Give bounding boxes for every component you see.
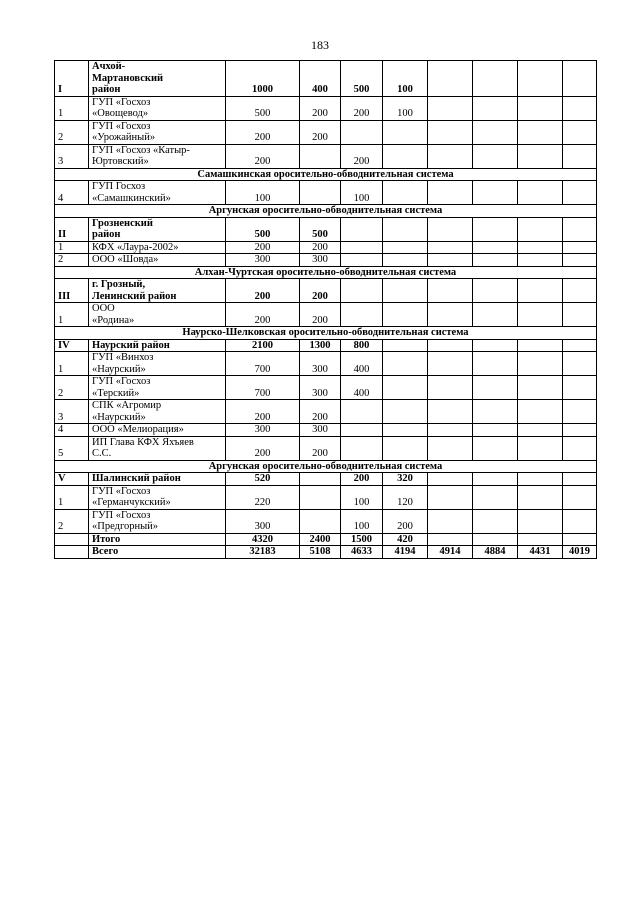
value-cell: [473, 485, 518, 509]
row-name: [89, 424, 226, 437]
value-cell: [428, 254, 473, 267]
row-number: I: [55, 61, 89, 97]
value-cell: [341, 254, 383, 267]
row-number: 1: [55, 96, 89, 120]
value-cell: [518, 473, 563, 486]
row-name-line: «Наурский»: [92, 363, 146, 375]
value-cell: 4633: [341, 546, 383, 559]
row-number: 2: [55, 254, 89, 267]
table-row: [55, 509, 597, 533]
value-cell: 200: [226, 241, 300, 254]
value-cell: 200: [226, 120, 300, 144]
value-cell: [473, 181, 518, 205]
value-cell: 200: [341, 96, 383, 120]
row-name-line: «Овощевод»: [92, 108, 149, 119]
district-row: [55, 339, 597, 352]
value-cell: [473, 376, 518, 400]
value-cell: [428, 473, 473, 486]
value-cell: [518, 120, 563, 144]
value-cell: 2400: [300, 533, 341, 546]
value-cell: [428, 485, 473, 509]
value-cell: [300, 509, 341, 533]
value-cell: [341, 424, 383, 437]
value-cell: [341, 400, 383, 424]
value-cell: 100: [383, 61, 428, 97]
total-row: [55, 546, 597, 559]
value-cell: [341, 303, 383, 327]
section-header-row: [55, 168, 597, 181]
row-name-line: Юртовский»: [92, 156, 149, 167]
value-cell: [473, 96, 518, 120]
value-cell: 400: [300, 61, 341, 97]
table-row: [55, 424, 597, 437]
value-cell: [341, 241, 383, 254]
row-number: 4: [55, 181, 89, 205]
row-name: [89, 61, 226, 97]
table-row: [55, 352, 597, 376]
value-cell: 100: [226, 181, 300, 205]
row-name: [89, 533, 226, 546]
row-number: 1: [55, 352, 89, 376]
row-name-line: ИП Глава КФХ Яхъяев: [92, 436, 194, 448]
table-row: [55, 436, 597, 460]
value-cell: 1000: [226, 61, 300, 97]
value-cell: [383, 339, 428, 352]
row-name-line: ГУП «Госхоз: [92, 96, 151, 108]
value-cell: [518, 217, 563, 241]
value-cell: 300: [300, 376, 341, 400]
row-name: [89, 376, 226, 400]
value-cell: [563, 254, 597, 267]
value-cell: [563, 144, 597, 168]
row-number: 2: [55, 376, 89, 400]
value-cell: [473, 339, 518, 352]
value-cell: [563, 241, 597, 254]
value-cell: [473, 424, 518, 437]
value-cell: 400: [341, 376, 383, 400]
value-cell: [473, 303, 518, 327]
value-cell: 200: [300, 400, 341, 424]
table-row: [55, 485, 597, 509]
value-cell: [428, 509, 473, 533]
value-cell: [383, 120, 428, 144]
value-cell: [428, 61, 473, 97]
value-cell: [383, 217, 428, 241]
value-cell: 500: [300, 217, 341, 241]
value-cell: [473, 279, 518, 303]
value-cell: [563, 303, 597, 327]
district-row: [55, 61, 597, 97]
value-cell: 300: [300, 352, 341, 376]
value-cell: [428, 339, 473, 352]
row-name-line: Мартановский: [92, 72, 164, 84]
value-cell: [428, 96, 473, 120]
row-name: [89, 144, 226, 168]
value-cell: [383, 254, 428, 267]
value-cell: [383, 424, 428, 437]
value-cell: 200: [300, 436, 341, 460]
section-header-row: [55, 205, 597, 218]
row-name-line: ГУП Госхоз: [92, 181, 146, 192]
value-cell: 700: [226, 352, 300, 376]
value-cell: [383, 436, 428, 460]
value-cell: [428, 533, 473, 546]
value-cell: [300, 144, 341, 168]
value-cell: [428, 120, 473, 144]
value-cell: [518, 424, 563, 437]
row-number: 3: [55, 400, 89, 424]
row-name: [89, 400, 226, 424]
row-name-line: ГУП «Госхоз: [92, 485, 151, 497]
value-cell: [383, 241, 428, 254]
row-name-line: «Самашкинский»: [92, 192, 171, 204]
value-cell: [473, 473, 518, 486]
value-cell: [518, 303, 563, 327]
value-cell: [428, 352, 473, 376]
value-cell: [518, 254, 563, 267]
table-row: [55, 400, 597, 424]
value-cell: [383, 303, 428, 327]
value-cell: [563, 485, 597, 509]
value-cell: 200: [300, 279, 341, 303]
section-title: Алхан-Чуртская оросительно-обводнительная система: [55, 266, 597, 279]
row-number: 1: [55, 241, 89, 254]
value-cell: 700: [226, 376, 300, 400]
table-row: [55, 96, 597, 120]
row-name-line: Ленинский район: [92, 290, 177, 302]
row-number: 2: [55, 509, 89, 533]
section-title: Самашкинская оросительно-обводнительная система: [55, 168, 597, 181]
row-name: [89, 217, 226, 241]
value-cell: 200: [383, 509, 428, 533]
value-cell: [473, 120, 518, 144]
value-cell: [518, 144, 563, 168]
row-name-line: ГУП «Госхоз «Катыр-: [92, 144, 190, 156]
row-name: [89, 303, 226, 327]
value-cell: 100: [341, 181, 383, 205]
value-cell: [563, 400, 597, 424]
value-cell: 220: [226, 485, 300, 509]
row-name: [89, 485, 226, 509]
row-name-line: район: [92, 229, 121, 240]
section-title: Аргунская оросительно-обводнительная система: [55, 460, 597, 473]
value-cell: [563, 181, 597, 205]
value-cell: 4320: [226, 533, 300, 546]
value-cell: [300, 485, 341, 509]
row-number: V: [55, 473, 89, 486]
value-cell: 500: [226, 96, 300, 120]
value-cell: [518, 96, 563, 120]
value-cell: 4431: [518, 546, 563, 559]
value-cell: [428, 241, 473, 254]
value-cell: 4194: [383, 546, 428, 559]
row-name-line: СПК «Агромир: [92, 400, 162, 411]
value-cell: 500: [341, 61, 383, 97]
value-cell: [341, 217, 383, 241]
value-cell: [428, 217, 473, 241]
row-name-line: Шалинский район: [92, 473, 181, 484]
value-cell: 400: [341, 352, 383, 376]
value-cell: 300: [300, 254, 341, 267]
district-row: [55, 473, 597, 486]
value-cell: 200: [226, 436, 300, 460]
value-cell: [383, 181, 428, 205]
total-row: [55, 533, 597, 546]
row-number: 5: [55, 436, 89, 460]
row-name-line: КФХ «Лаура-2002»: [92, 241, 179, 253]
row-name-line: ООО «Шовда»: [92, 254, 159, 265]
value-cell: [518, 279, 563, 303]
row-name: [89, 546, 226, 559]
value-cell: [518, 509, 563, 533]
table-body: [55, 61, 597, 559]
row-name-line: «Урожайный»: [92, 132, 156, 143]
value-cell: 100: [341, 509, 383, 533]
value-cell: [563, 533, 597, 546]
value-cell: [473, 509, 518, 533]
row-number: III: [55, 279, 89, 303]
value-cell: 200: [300, 120, 341, 144]
value-cell: [473, 61, 518, 97]
value-cell: [563, 96, 597, 120]
district-row: [55, 279, 597, 303]
row-number: 4: [55, 424, 89, 437]
row-number: II: [55, 217, 89, 241]
page-number: 183: [311, 38, 329, 52]
section-title: Аргунская оросительно-обводнительная система: [55, 205, 597, 218]
value-cell: 520: [226, 473, 300, 486]
value-cell: 200: [300, 96, 341, 120]
table-row: [55, 144, 597, 168]
row-name: [89, 509, 226, 533]
row-number: [55, 546, 89, 559]
table-row: [55, 181, 597, 205]
value-cell: [473, 144, 518, 168]
value-cell: [428, 436, 473, 460]
district-row: [55, 217, 597, 241]
row-name: [89, 473, 226, 486]
value-cell: 800: [341, 339, 383, 352]
row-name: [89, 339, 226, 352]
value-cell: [300, 473, 341, 486]
value-cell: 200: [341, 473, 383, 486]
value-cell: [428, 376, 473, 400]
row-name-line: ГУП «Госхоз: [92, 120, 151, 132]
section-header-row: [55, 266, 597, 279]
table-row: [55, 376, 597, 400]
value-cell: [563, 473, 597, 486]
value-cell: [341, 120, 383, 144]
table-row: [55, 120, 597, 144]
row-name: [89, 352, 226, 376]
row-number: IV: [55, 339, 89, 352]
value-cell: 300: [226, 424, 300, 437]
table-row: [55, 254, 597, 267]
value-cell: [473, 254, 518, 267]
value-cell: [473, 533, 518, 546]
value-cell: [518, 485, 563, 509]
row-name-line: ООО: [92, 303, 115, 314]
value-cell: [473, 436, 518, 460]
value-cell: [428, 279, 473, 303]
value-cell: [563, 436, 597, 460]
value-cell: 200: [226, 400, 300, 424]
value-cell: [428, 144, 473, 168]
value-cell: [563, 424, 597, 437]
row-number: 2: [55, 120, 89, 144]
value-cell: [563, 61, 597, 97]
row-name-line: Грозненский: [92, 217, 153, 229]
row-name: [89, 254, 226, 267]
value-cell: [383, 376, 428, 400]
value-cell: [563, 376, 597, 400]
value-cell: [383, 352, 428, 376]
value-cell: [341, 436, 383, 460]
value-cell: 200: [226, 303, 300, 327]
value-cell: 2100: [226, 339, 300, 352]
value-cell: [563, 279, 597, 303]
value-cell: [428, 181, 473, 205]
value-cell: [518, 241, 563, 254]
value-cell: [428, 400, 473, 424]
value-cell: [518, 376, 563, 400]
row-name-line: «Предгорный»: [92, 521, 159, 532]
value-cell: 300: [226, 509, 300, 533]
value-cell: [383, 400, 428, 424]
row-name: [89, 120, 226, 144]
value-cell: [428, 424, 473, 437]
value-cell: [563, 339, 597, 352]
row-name-line: «Терский»: [92, 387, 140, 399]
value-cell: [473, 400, 518, 424]
value-cell: [518, 436, 563, 460]
value-cell: 100: [383, 96, 428, 120]
row-name-line: Наурский район: [92, 339, 170, 351]
value-cell: 500: [226, 217, 300, 241]
value-cell: 1300: [300, 339, 341, 352]
value-cell: [300, 181, 341, 205]
table-row: [55, 303, 597, 327]
value-cell: 4884: [473, 546, 518, 559]
value-cell: [518, 352, 563, 376]
value-cell: [518, 339, 563, 352]
value-cell: 420: [383, 533, 428, 546]
row-number: 3: [55, 144, 89, 168]
row-name: [89, 181, 226, 205]
row-name: [89, 241, 226, 254]
value-cell: [341, 279, 383, 303]
row-name-line: Всего: [92, 546, 119, 557]
row-name-line: г. Грозный,: [92, 279, 146, 290]
value-cell: [563, 509, 597, 533]
row-number: 1: [55, 485, 89, 509]
row-name-line: район: [92, 84, 121, 95]
value-cell: 5108: [300, 546, 341, 559]
row-number: [55, 533, 89, 546]
value-cell: 4019: [563, 546, 597, 559]
value-cell: 1500: [341, 533, 383, 546]
value-cell: 200: [300, 303, 341, 327]
table-row: [55, 241, 597, 254]
value-cell: 320: [383, 473, 428, 486]
value-cell: [428, 303, 473, 327]
value-cell: 200: [341, 144, 383, 168]
value-cell: [563, 352, 597, 376]
row-name-line: ГУП «Винхоз: [92, 352, 154, 363]
section-header-row: [55, 460, 597, 473]
row-name: [89, 436, 226, 460]
value-cell: [518, 533, 563, 546]
value-cell: [473, 241, 518, 254]
value-cell: 300: [300, 424, 341, 437]
section-title: Наурско-Шелковская оросительно-обводнительная система: [55, 327, 597, 340]
row-name-line: ООО «Мелиорация»: [92, 424, 184, 435]
value-cell: [383, 144, 428, 168]
value-cell: [563, 217, 597, 241]
value-cell: 32183: [226, 546, 300, 559]
row-name-line: С.С.: [92, 448, 112, 459]
row-name-line: ГУП «Госхоз: [92, 376, 151, 387]
row-name-line: Итого: [92, 533, 121, 545]
value-cell: [518, 181, 563, 205]
row-name-line: «Родина»: [92, 314, 135, 326]
row-name: [89, 279, 226, 303]
allocation-table: [54, 60, 597, 559]
value-cell: [518, 61, 563, 97]
value-cell: [473, 352, 518, 376]
row-number: 1: [55, 303, 89, 327]
value-cell: [473, 217, 518, 241]
row-name-line: «Наурский»: [92, 411, 146, 423]
value-cell: 200: [300, 241, 341, 254]
value-cell: [518, 400, 563, 424]
row-name-line: ГУП «Госхоз: [92, 509, 151, 521]
section-header-row: [55, 327, 597, 340]
value-cell: [563, 120, 597, 144]
row-name-line: «Германчукский»: [92, 497, 171, 508]
value-cell: [383, 279, 428, 303]
value-cell: 200: [226, 144, 300, 168]
value-cell: 120: [383, 485, 428, 509]
value-cell: 300: [226, 254, 300, 267]
value-cell: 200: [226, 279, 300, 303]
value-cell: 4914: [428, 546, 473, 559]
value-cell: 100: [341, 485, 383, 509]
row-name: [89, 96, 226, 120]
row-name-line: Ачхой-: [92, 61, 126, 72]
